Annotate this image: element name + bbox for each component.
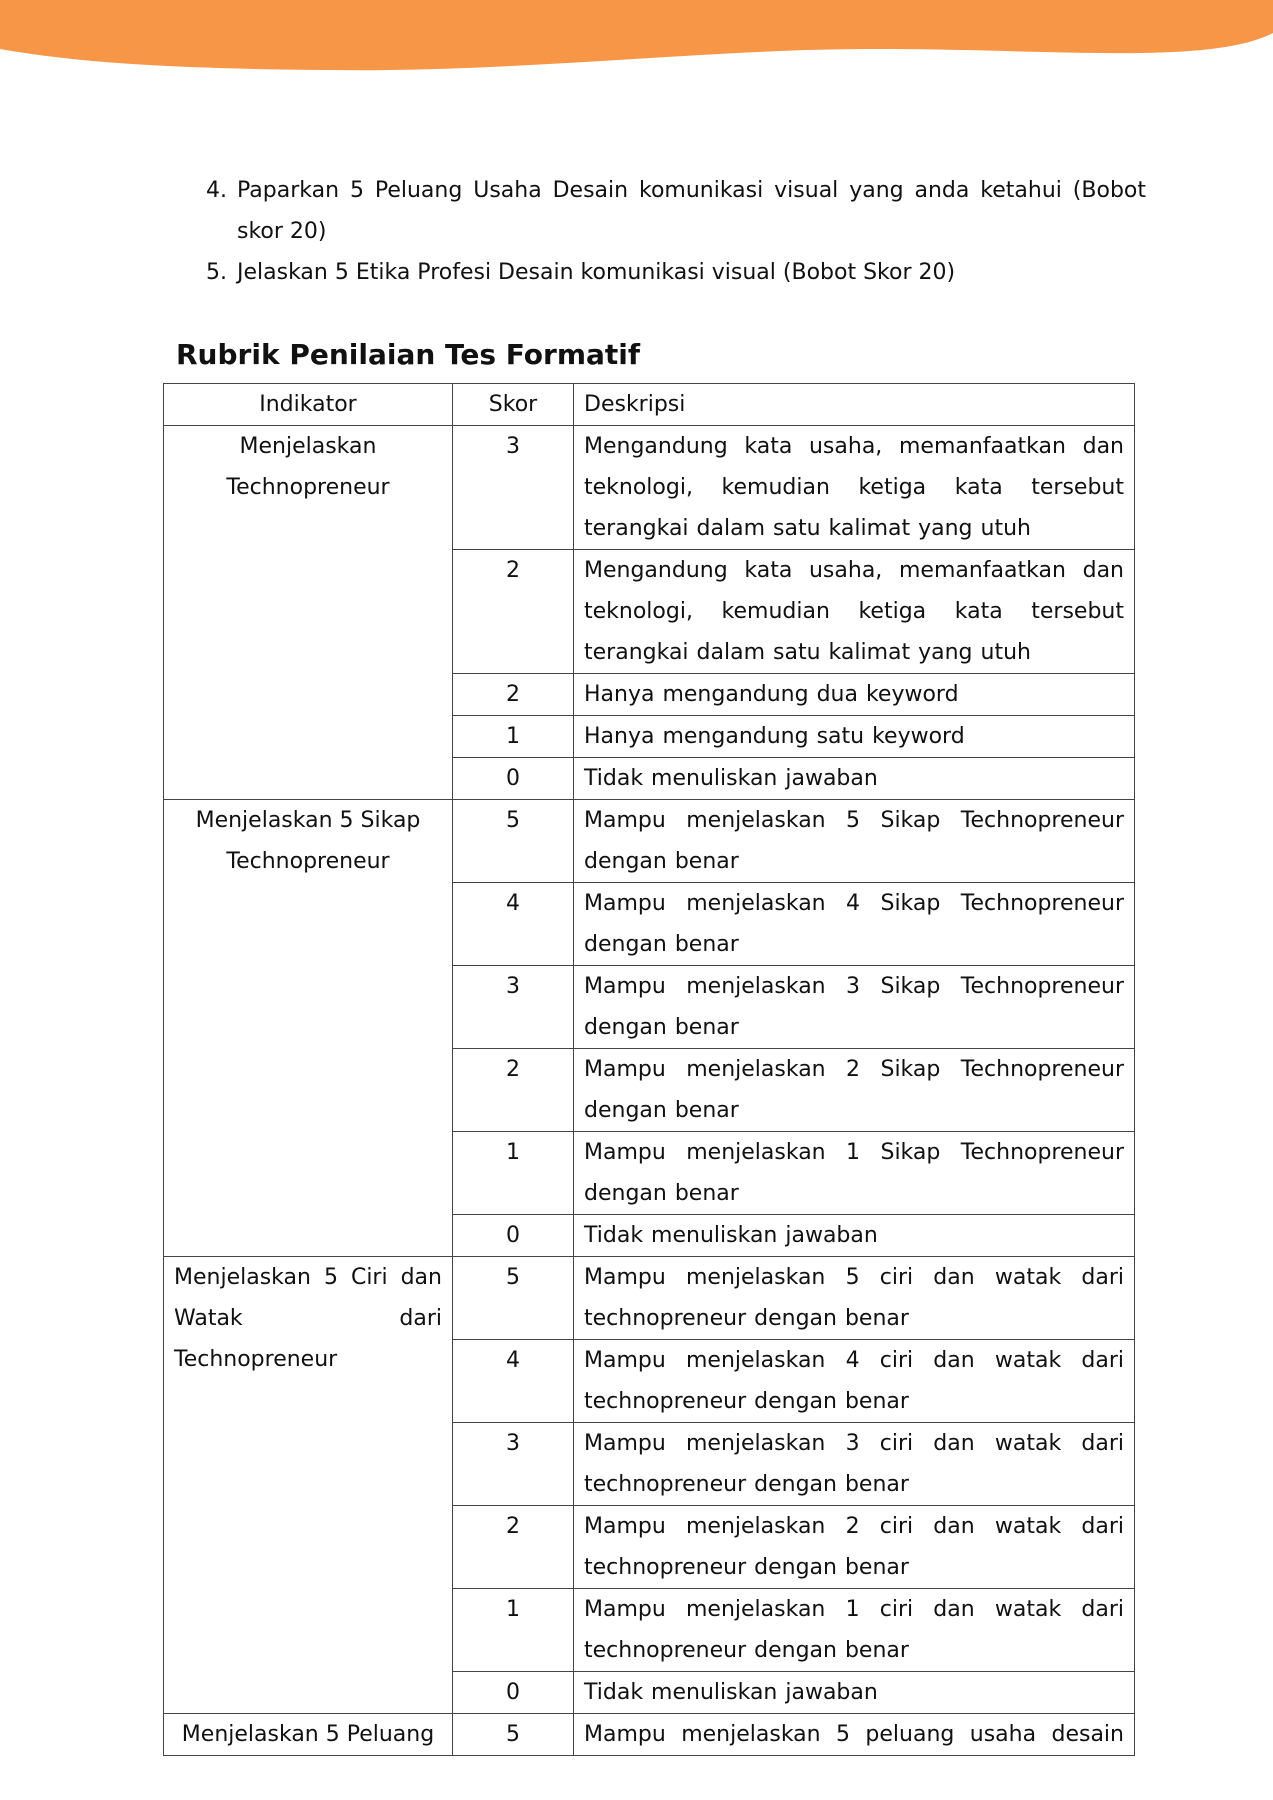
deskripsi-cell: Hanya mengandung satu keyword <box>574 716 1135 758</box>
deskripsi-cell: Mampu menjelaskan 1 ciri dan watak dari technopreneur dengan benar <box>574 1589 1135 1672</box>
skor-cell: 2 <box>453 550 574 674</box>
header-skor: Skor <box>453 384 574 426</box>
table-row <box>164 426 1135 550</box>
skor-cell: 2 <box>453 1049 574 1132</box>
deskripsi-cell: Tidak menuliskan jawaban <box>574 1672 1135 1714</box>
deskripsi-cell: Tidak menuliskan jawaban <box>574 1215 1135 1257</box>
skor-cell: 0 <box>453 1672 574 1714</box>
question-item-4 <box>206 170 1146 252</box>
header-deskripsi: Deskripsi <box>574 384 1135 426</box>
deskripsi-cell: Mampu menjelaskan 3 ciri dan watak dari technopreneur dengan benar <box>574 1423 1135 1506</box>
deskripsi-cell: Mampu menjelaskan 2 Sikap Technopreneur dengan benar <box>574 1049 1135 1132</box>
skor-cell: 4 <box>453 883 574 966</box>
skor-cell: 2 <box>453 674 574 716</box>
skor-cell: 4 <box>453 1340 574 1423</box>
deskripsi-cell: Mampu menjelaskan 1 Sikap Technopreneur dengan benar <box>574 1132 1135 1215</box>
skor-cell: 1 <box>453 716 574 758</box>
deskripsi-cell: Mampu menjelaskan 5 Sikap Technopreneur dengan benar <box>574 800 1135 883</box>
indikator-cell: Menjelaskan 5 Peluang <box>164 1714 453 1756</box>
indikator-cell: Menjelaskan Technopreneur <box>164 426 453 800</box>
deskripsi-cell: Mampu menjelaskan 5 peluang usaha desain <box>574 1714 1135 1756</box>
question-number: 5. <box>206 260 227 285</box>
deskripsi-cell: Mengandung kata usaha, memanfaatkan dan teknologi, kemudian ketiga kata tersebut terangkai dalam satu kalimat yang utuh <box>574 550 1135 674</box>
question-item-5 <box>206 252 1146 293</box>
question-list <box>206 170 1146 293</box>
question-text: Jelaskan 5 Etika Profesi Desain komunikasi visual (Bobot Skor 20) <box>237 260 956 285</box>
orange-wave-header-decoration <box>0 0 1273 90</box>
skor-cell: 5 <box>453 1714 574 1756</box>
skor-cell: 1 <box>453 1589 574 1672</box>
table-header-row <box>164 384 1135 426</box>
indikator-cell: Menjelaskan 5 Ciri dan Watak dari Technopreneur <box>164 1257 453 1714</box>
question-text: Paparkan 5 Peluang Usaha Desain komunikasi visual yang anda ketahui (Bobot skor 20) <box>237 178 1146 244</box>
rubric-title: Rubrik Penilaian Tes Formatif <box>176 338 641 371</box>
skor-cell: 1 <box>453 1132 574 1215</box>
skor-cell: 0 <box>453 758 574 800</box>
skor-cell: 5 <box>453 800 574 883</box>
question-number: 4. <box>206 178 227 203</box>
skor-cell: 0 <box>453 1215 574 1257</box>
skor-cell: 3 <box>453 1423 574 1506</box>
deskripsi-cell: Mampu menjelaskan 4 ciri dan watak dari technopreneur dengan benar <box>574 1340 1135 1423</box>
rubric-table <box>163 383 1135 1756</box>
skor-cell: 3 <box>453 426 574 550</box>
wave-shape <box>0 0 1273 70</box>
header-indikator: Indikator <box>164 384 453 426</box>
deskripsi-cell: Mampu menjelaskan 2 ciri dan watak dari technopreneur dengan benar <box>574 1506 1135 1589</box>
table-row <box>164 1714 1135 1756</box>
skor-cell: 5 <box>453 1257 574 1340</box>
skor-cell: 2 <box>453 1506 574 1589</box>
skor-cell: 3 <box>453 966 574 1049</box>
deskripsi-cell: Mampu menjelaskan 5 ciri dan watak dari technopreneur dengan benar <box>574 1257 1135 1340</box>
deskripsi-cell: Hanya mengandung dua keyword <box>574 674 1135 716</box>
table-row <box>164 1257 1135 1340</box>
deskripsi-cell: Mampu menjelaskan 3 Sikap Technopreneur dengan benar <box>574 966 1135 1049</box>
deskripsi-cell: Mengandung kata usaha, memanfaatkan dan teknologi, kemudian ketiga kata tersebut terangkai dalam satu kalimat yang utuh <box>574 426 1135 550</box>
deskripsi-cell: Tidak menuliskan jawaban <box>574 758 1135 800</box>
deskripsi-cell: Mampu menjelaskan 4 Sikap Technopreneur dengan benar <box>574 883 1135 966</box>
indikator-cell: Menjelaskan 5 Sikap Technopreneur <box>164 800 453 1257</box>
table-row <box>164 800 1135 883</box>
